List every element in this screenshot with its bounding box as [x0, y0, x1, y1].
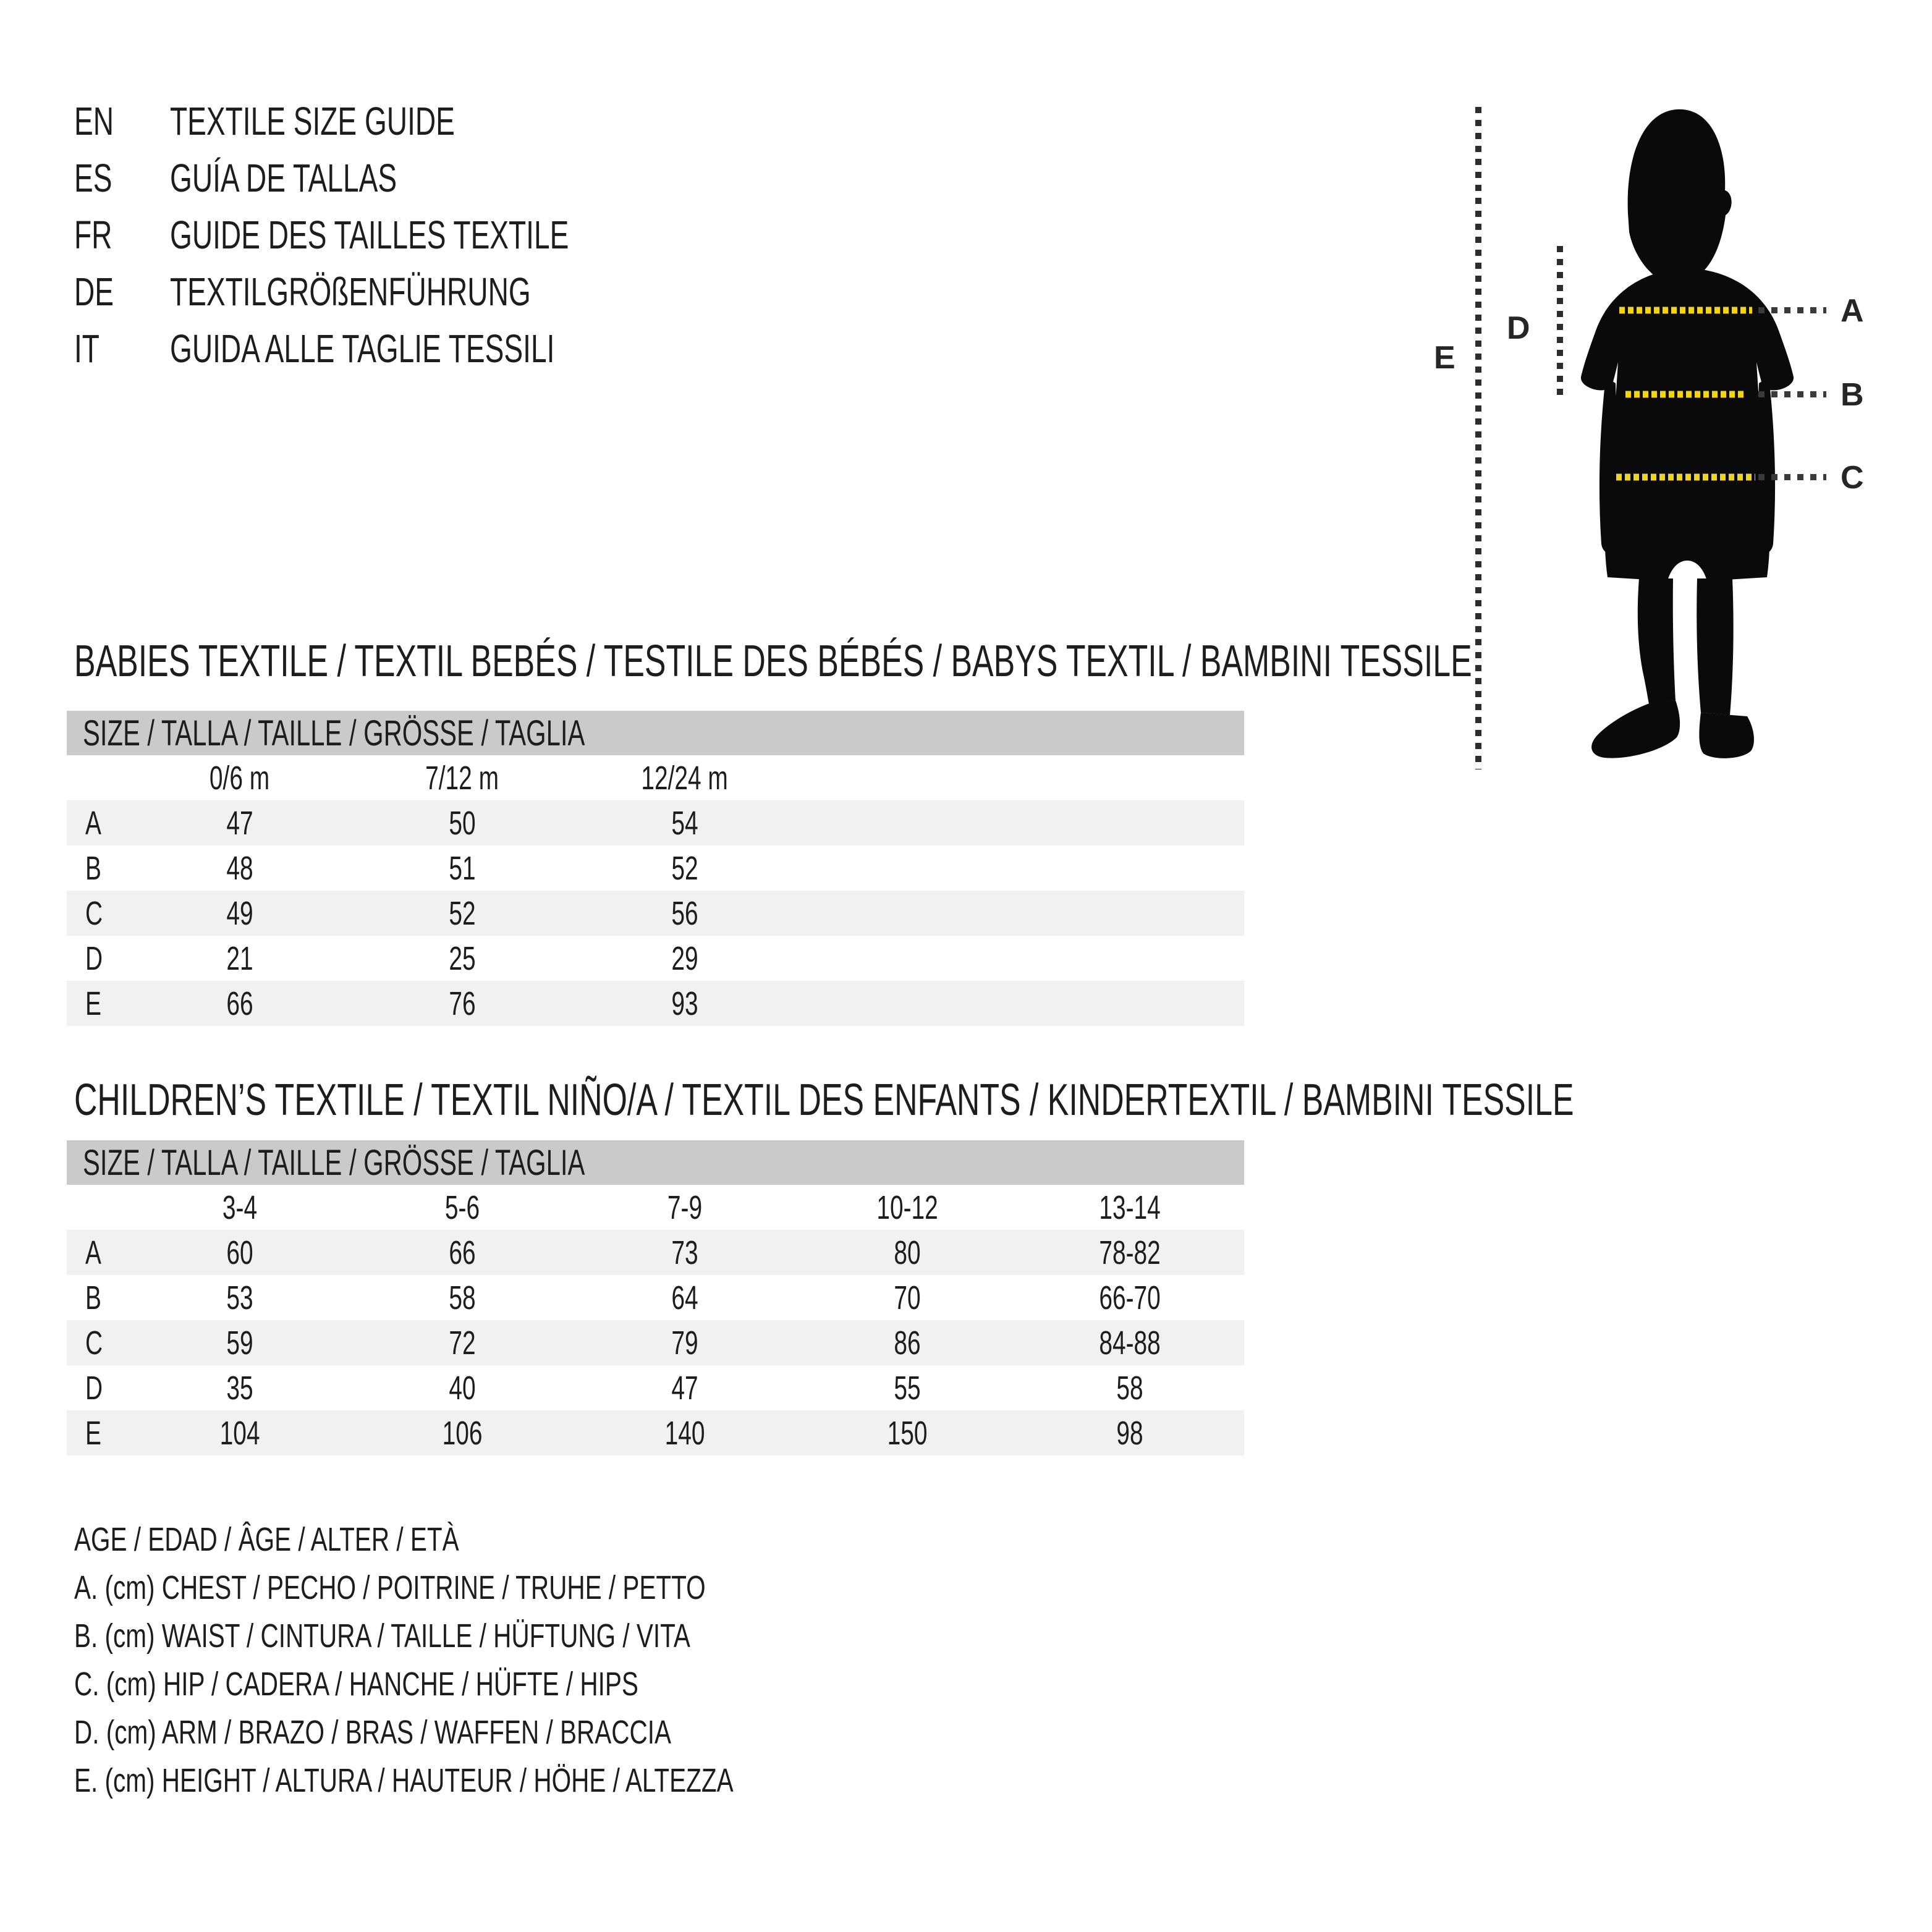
- size-value: 150: [887, 1414, 928, 1452]
- size-value: 64: [671, 1279, 698, 1316]
- row-label: A: [85, 804, 101, 842]
- language-row-en: [74, 93, 724, 150]
- language-code: FR: [74, 213, 112, 257]
- size-value: 80: [894, 1234, 921, 1271]
- children-size-table: [67, 1140, 1244, 1455]
- size-value: 79: [671, 1324, 698, 1362]
- silhouette-head: [1628, 109, 1732, 284]
- language-code: DE: [74, 269, 114, 314]
- column-header: 7/12 m: [425, 759, 499, 797]
- language-code: IT: [74, 326, 100, 371]
- row-label: B: [85, 849, 101, 887]
- size-value: 53: [226, 1279, 253, 1316]
- size-value: 104: [219, 1414, 260, 1452]
- column-header: 5-6: [444, 1188, 480, 1226]
- legend-line-age: AGE / EDAD / ÂGE / ALTER / ETÀ: [74, 1521, 459, 1558]
- table-row-a: [67, 800, 1244, 845]
- babies-section-title: BABIES TEXTILE / TEXTIL BEBÉS / TESTILE DES BÉBÉS / BABYS TEXTIL / BAMBINI TESSILE: [74, 637, 1472, 686]
- size-value: 78-82: [1099, 1234, 1161, 1271]
- silhouette-shorts: [1605, 482, 1770, 581]
- size-value: 47: [671, 1369, 698, 1407]
- row-label: B: [85, 1279, 101, 1316]
- size-value: 93: [671, 985, 698, 1022]
- table-row-e: [67, 1410, 1244, 1455]
- size-value: 60: [226, 1234, 253, 1271]
- row-label: E: [85, 985, 101, 1022]
- arm-label-d: D: [1507, 310, 1530, 346]
- legend-line-hip: C. (cm) HIP / CADERA / HANCHE / HÜFTE / HIPS: [74, 1666, 638, 1703]
- language-row-it: [74, 320, 724, 377]
- language-row-es: [74, 150, 724, 206]
- size-value: 35: [226, 1369, 253, 1407]
- size-value: 54: [671, 804, 698, 842]
- size-value: 98: [1116, 1414, 1143, 1452]
- language-title: TEXTILE SIZE GUIDE: [170, 99, 455, 143]
- size-value: 58: [1116, 1369, 1143, 1407]
- language-code: ES: [74, 156, 112, 200]
- measurement-figure: [1421, 87, 1932, 797]
- row-label: A: [85, 1234, 101, 1271]
- children-size-header-bar: SIZE / TALLA / TAILLE / GRÖSSE / TAGLIA: [67, 1140, 1244, 1185]
- language-list: [74, 93, 724, 377]
- size-value: 66-70: [1099, 1279, 1161, 1316]
- measurement-legend: [74, 1515, 953, 1805]
- column-header: 3-4: [222, 1188, 258, 1226]
- row-label: C: [85, 1324, 103, 1362]
- size-value: 58: [449, 1279, 476, 1316]
- size-value: 106: [442, 1414, 483, 1452]
- size-value: 55: [894, 1369, 921, 1407]
- height-label-e: E: [1434, 340, 1455, 376]
- children-section-title: CHILDREN’S TEXTILE / TEXTIL NIÑO/A / TEXTIL DES ENFANTS / KINDERTEXTIL / BAMBINI TESSILE: [74, 1075, 1574, 1125]
- size-value: 50: [449, 804, 476, 842]
- legend-line-waist: B. (cm) WAIST / CINTURA / TAILLE / HÜFTUNG / VITA: [74, 1617, 690, 1654]
- column-header: 13-14: [1099, 1188, 1161, 1226]
- size-value: 47: [226, 804, 253, 842]
- size-value: 140: [664, 1414, 705, 1452]
- language-title: GUIDE DES TAILLES TEXTILE: [170, 213, 569, 257]
- chest-label-a: A: [1841, 293, 1864, 329]
- table-row-d: [67, 936, 1244, 981]
- size-value: 72: [449, 1324, 476, 1362]
- legend-line-chest: A. (cm) CHEST / PECHO / POITRINE / TRUHE / PETTO: [74, 1569, 706, 1606]
- column-header: 10-12: [876, 1188, 938, 1226]
- size-value: 84-88: [1099, 1324, 1161, 1362]
- row-label: C: [85, 894, 103, 932]
- silhouette-right-shoe: [1699, 713, 1754, 758]
- babies-size-table: [67, 711, 1244, 1026]
- size-value: 21: [226, 939, 253, 977]
- size-value: 56: [671, 894, 698, 932]
- row-label: E: [85, 1414, 101, 1452]
- language-title: TEXTILGRÖßENFÜHRUNG: [170, 269, 531, 314]
- legend-line-arm: D. (cm) ARM / BRAZO / BRAS / WAFFEN / BRACCIA: [74, 1714, 672, 1751]
- table-row-a: [67, 1230, 1244, 1275]
- silhouette-left-shoe: [1591, 700, 1680, 758]
- size-value: 70: [894, 1279, 921, 1316]
- size-value: 66: [226, 985, 253, 1022]
- size-value: 59: [226, 1324, 253, 1362]
- size-value: 51: [449, 849, 476, 887]
- size-value: 66: [449, 1234, 476, 1271]
- column-header: 0/6 m: [210, 759, 270, 797]
- size-value: 48: [226, 849, 253, 887]
- waist-label-b: B: [1841, 377, 1864, 413]
- children-column-header-row: [67, 1185, 1244, 1230]
- table-row-c: [67, 1320, 1244, 1365]
- babies-column-header-row: [67, 755, 1244, 800]
- language-code: EN: [74, 99, 114, 143]
- size-value: 76: [449, 985, 476, 1022]
- hip-label-c: C: [1841, 460, 1864, 496]
- babies-size-header-bar: SIZE / TALLA / TAILLE / GRÖSSE / TAGLIA: [67, 711, 1244, 755]
- language-title: GUÍA DE TALLAS: [170, 156, 397, 200]
- row-label: D: [85, 1369, 103, 1407]
- table-row-e: [67, 981, 1244, 1026]
- language-row-fr: [74, 206, 724, 263]
- table-row-d: [67, 1365, 1244, 1410]
- size-value: 86: [894, 1324, 921, 1362]
- legend-line-height: E. (cm) HEIGHT / ALTURA / HAUTEUR / HÖHE / ALTEZZA: [74, 1762, 734, 1799]
- column-header: 12/24 m: [641, 759, 729, 797]
- size-value: 52: [449, 894, 476, 932]
- row-label: D: [85, 939, 103, 977]
- language-row-de: [74, 263, 724, 320]
- column-header: 7-9: [667, 1188, 703, 1226]
- size-value: 52: [671, 849, 698, 887]
- size-value: 25: [449, 939, 476, 977]
- table-row-b: [67, 845, 1244, 891]
- size-value: 40: [449, 1369, 476, 1407]
- table-row-c: [67, 891, 1244, 936]
- size-value: 49: [226, 894, 253, 932]
- table-row-b: [67, 1275, 1244, 1320]
- language-title: GUIDA ALLE TAGLIE TESSILI: [170, 326, 555, 371]
- size-value: 29: [671, 939, 698, 977]
- size-value: 73: [671, 1234, 698, 1271]
